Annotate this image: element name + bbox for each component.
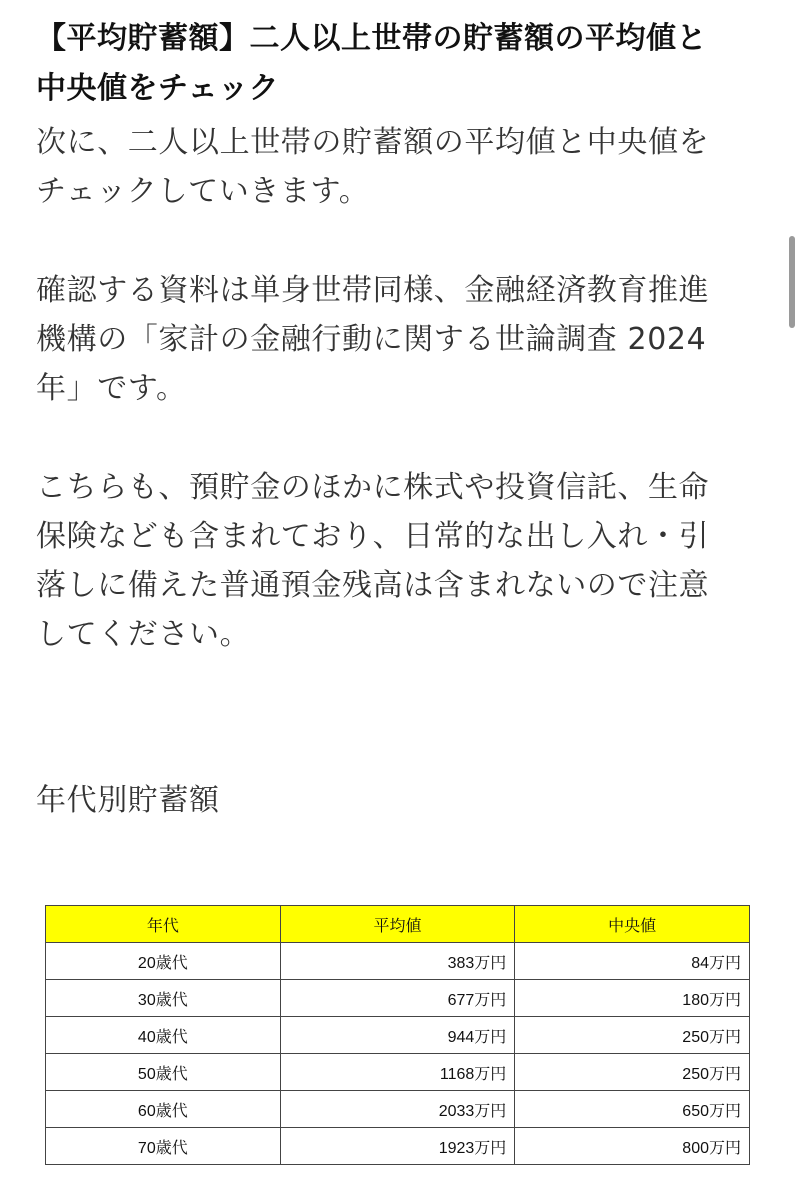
cell-average: 944万円 (280, 1017, 515, 1054)
page-scrollbar[interactable] (789, 236, 795, 328)
paragraph-source (36, 266, 766, 413)
cell-median: 250万円 (515, 1054, 750, 1091)
cell-age: 50歳代 (46, 1054, 281, 1091)
cell-average: 1923万円 (280, 1128, 515, 1165)
cell-median: 250万円 (515, 1017, 750, 1054)
cell-age: 20歳代 (46, 943, 281, 980)
cell-median: 650万円 (515, 1091, 750, 1128)
article-body (36, 0, 766, 823)
table-row (46, 1017, 750, 1054)
table-row (46, 980, 750, 1017)
header-median: 中央値 (515, 906, 750, 943)
paragraph-line: 機構の「家計の金融行動に関する世論調査 2024 (36, 322, 707, 357)
cell-average: 383万円 (280, 943, 515, 980)
table-row (46, 1091, 750, 1128)
heading-line-1: 【平均貯蓄額】二人以上世帯の貯蓄額の平均値と (36, 21, 707, 56)
paragraph-intro (36, 118, 766, 216)
cell-average: 2033万円 (280, 1091, 515, 1128)
cell-age: 40歳代 (46, 1017, 281, 1054)
cell-age: 60歳代 (46, 1091, 281, 1128)
heading-line-2: 中央値をチェック (36, 71, 280, 106)
header-average: 平均値 (280, 906, 515, 943)
savings-by-age-table (45, 905, 750, 1165)
cell-age: 70歳代 (46, 1128, 281, 1165)
cell-median: 180万円 (515, 980, 750, 1017)
paragraph-note (36, 463, 766, 659)
table-row (46, 1054, 750, 1091)
section-label: 年代別貯蓄額 (36, 783, 220, 818)
cell-median: 800万円 (515, 1128, 750, 1165)
table-row (46, 1128, 750, 1165)
savings-table-wrapper (45, 905, 750, 1165)
paragraph-line: してください。 (36, 617, 251, 652)
cell-average: 677万円 (280, 980, 515, 1017)
article-heading (36, 14, 766, 114)
paragraph-line: 確認する資料は単身世帯同様、金融経済教育推進 (36, 273, 710, 308)
paragraph-line: こちらも、預貯金のほかに株式や投資信託、生命 (36, 470, 710, 505)
header-age: 年代 (46, 906, 281, 943)
paragraph-line: チェックしていきます。 (36, 174, 370, 209)
cell-age: 30歳代 (46, 980, 281, 1017)
paragraph-line: 年」です。 (36, 371, 187, 406)
paragraph-line: 落しに備えた普通預金残高は含まれないので注意 (36, 568, 710, 603)
cell-average: 1168万円 (280, 1054, 515, 1091)
paragraph-line: 保険なども含まれており、日常的な出し入れ・引 (36, 519, 710, 554)
paragraph-line: 次に、二人以上世帯の貯蓄額の平均値と中央値を (36, 125, 710, 160)
table-header-row (46, 906, 750, 943)
table-row (46, 943, 750, 980)
cell-median: 84万円 (515, 943, 750, 980)
